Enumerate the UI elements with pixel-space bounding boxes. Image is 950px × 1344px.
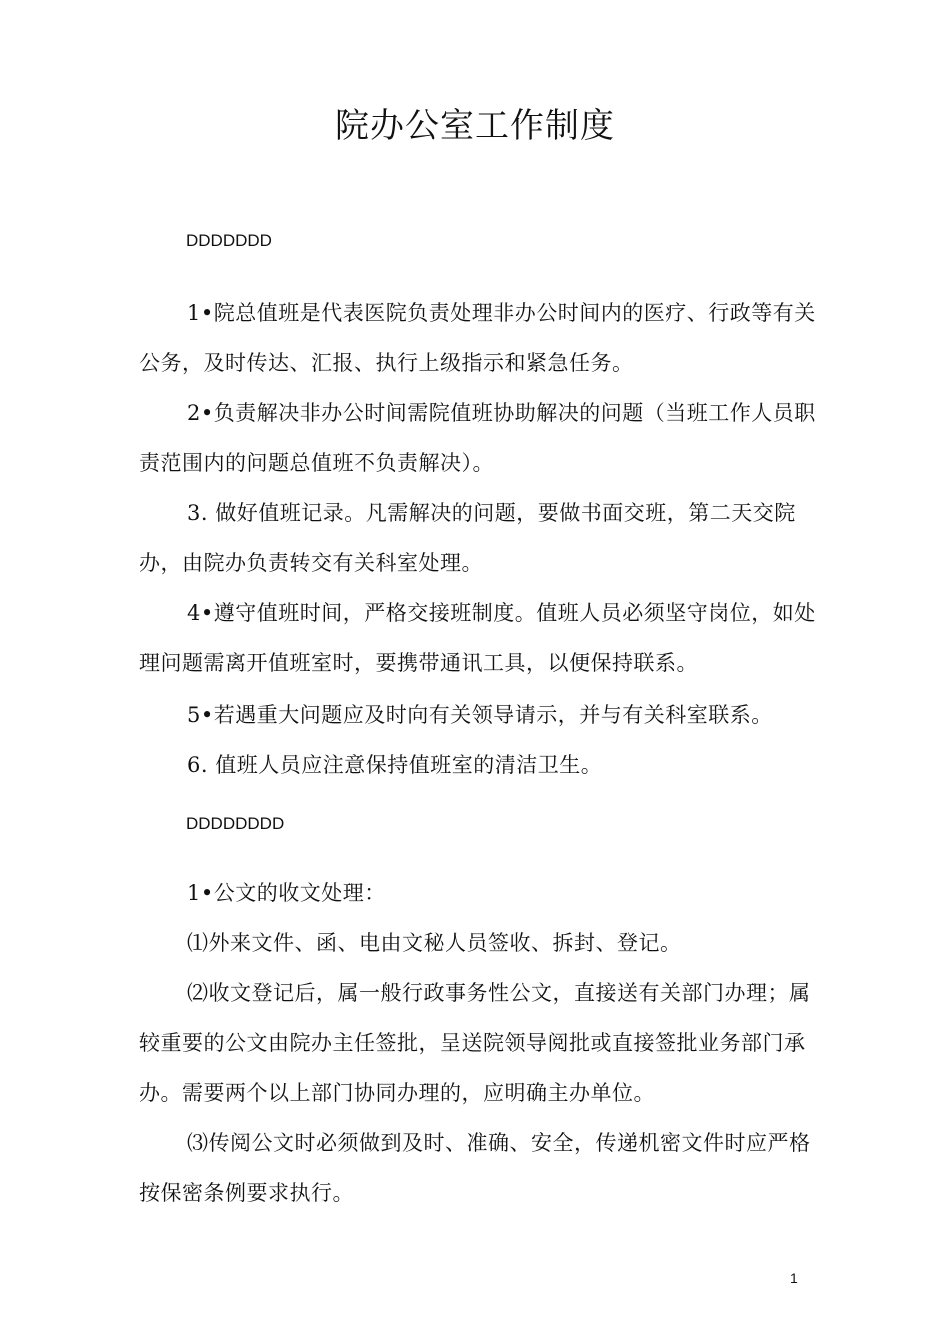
paragraph-text: ⑶传阅公文时必须做到及时、准确、安全，传递机密文件时应严格按保密条例要求执行。 <box>139 1131 811 1205</box>
paragraph-2-3 <box>139 968 819 1118</box>
page-number: 1 <box>790 1270 798 1286</box>
paragraph-text: 6. 值班人员应注意保持值班室的清洁卫生。 <box>187 753 603 777</box>
paragraph-text: ⑵收文登记后，属一般行政事务性公文，直接送有关部门办理；属较重要的公文由院办主任签批，呈送院领导阅批或直接签批业务部门承办。需要两个以上部门协同办理的，应明确主办单位。 <box>139 981 811 1105</box>
document-title: 院办公室工作制度 <box>335 106 615 146</box>
section-heading-2: DDDDDDDD <box>186 814 285 833</box>
paragraph-1-2 <box>139 388 819 488</box>
paragraph-2-1 <box>139 868 819 918</box>
paragraph-text: 1•公文的收文处理： <box>187 881 386 905</box>
paragraph-text: 1•院总值班是代表医院负责处理非办公时间内的医疗、行政等有关公务，及时传达、汇报、执行上级指示和紧急任务。 <box>139 301 816 375</box>
paragraph-1-5 <box>139 690 819 740</box>
paragraph-text: 5•若遇重大问题应及时向有关领导请示，并与有关科室联系。 <box>187 703 773 727</box>
paragraph-1-6 <box>139 740 819 790</box>
paragraph-text: 3. 做好值班记录。凡需解决的问题，要做书面交班，第二天交院办，由院办负责转交有关科室处理。 <box>139 501 796 575</box>
section-heading-1: DDDDDDD <box>186 231 272 250</box>
paragraph-text: 4•遵守值班时间，严格交接班制度。值班人员必须坚守岗位，如处理问题需离开值班室时，要携带通讯工具，以便保持联系。 <box>139 601 816 675</box>
paragraph-1-4 <box>139 588 819 688</box>
paragraph-text: ⑴外来文件、函、电由文秘人员签收、拆封、登记。 <box>187 931 682 955</box>
paragraph-1-3 <box>139 488 819 588</box>
paragraph-text: 2•负责解决非办公时间需院值班协助解决的问题（当班工作人员职责范围内的问题总值班不负责解决）。 <box>139 401 816 475</box>
paragraph-2-2 <box>139 918 819 968</box>
paragraph-1-1 <box>139 288 819 388</box>
paragraph-2-4 <box>139 1118 819 1218</box>
